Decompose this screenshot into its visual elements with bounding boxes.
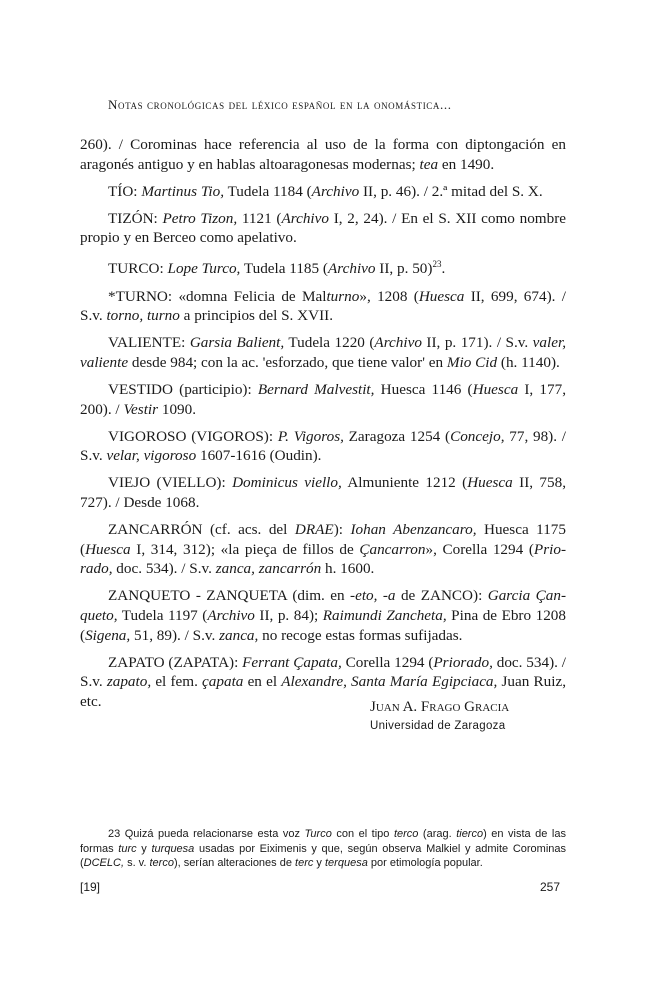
text-run: I, 2, 24). / En el S. XII como nombre propio y en Berceo como apelativo. xyxy=(80,209,566,247)
text-run: I, 177, 200). / xyxy=(80,381,566,418)
article-body xyxy=(80,135,566,719)
text-run: por etimología popular. xyxy=(367,857,483,870)
italic-run: turno xyxy=(326,287,360,305)
italic-run: Huesca xyxy=(85,540,131,558)
italic-run: Turco xyxy=(304,828,332,840)
text-run: con el tipo xyxy=(331,828,394,840)
text-run: Almuniente 1212 ( xyxy=(341,474,468,492)
running-head: Notas cronológicas del léxico español en la onomástica... xyxy=(108,97,452,112)
text-run: Tudela 1184 ( xyxy=(224,182,312,200)
signature-block xyxy=(370,698,570,736)
text-run: de ZANCO): xyxy=(395,587,488,605)
text-run: I, 314, 312); «la pieça de fillos de xyxy=(130,540,360,558)
italic-run: Huesca xyxy=(472,381,519,398)
text-run: (h. 1140). xyxy=(497,353,560,371)
italic-run: velar, vigoroso xyxy=(106,447,197,465)
text-run: ): xyxy=(333,521,351,539)
italic-run: tierco xyxy=(456,828,484,840)
italic-run: Dominicus viello, xyxy=(232,474,342,492)
footnote xyxy=(80,827,566,871)
author-affiliation: Universidad de Zaragoza xyxy=(370,720,506,732)
italic-run: Çancarron xyxy=(359,540,426,558)
text-run: VESTIDO (participio): xyxy=(108,381,258,398)
text-run: VALIENTE: xyxy=(108,334,190,352)
text-run: 23 Quizá pueda relacionarse esta voz xyxy=(108,828,305,840)
italic-run: Priorado, xyxy=(433,653,493,671)
paragraph xyxy=(80,380,566,419)
text-run: Corella 1294 ( xyxy=(341,653,434,671)
text-run: II, p. 50) xyxy=(375,260,433,278)
text-run: Huesca 1175 ( xyxy=(80,521,566,558)
italic-run: DRAE xyxy=(294,521,334,539)
text-run: a principios del S. XVII. xyxy=(179,307,333,325)
text-run: II, p. 46). / 2.ª mitad del S. X. xyxy=(359,182,543,200)
paragraph xyxy=(80,287,566,326)
text-run: Zaragoza 1254 ( xyxy=(343,427,451,445)
text-run: TÍO: xyxy=(108,182,142,200)
italic-run: valer, valiente xyxy=(80,334,566,371)
text-run: en 1490. xyxy=(438,155,495,173)
text-run: 1121 ( xyxy=(237,209,282,227)
text-run: VIGOROSO (VIGOROS): xyxy=(108,427,278,445)
text-run: », 1208 ( xyxy=(359,287,419,305)
text-run: ), serían alteraciones de xyxy=(173,857,296,870)
text-run: 77, 98). / S.v. xyxy=(80,427,566,465)
paragraph xyxy=(80,182,566,202)
text-run: Pina de Ebro 1208 ( xyxy=(80,606,566,644)
text-run: (arag. xyxy=(418,828,457,840)
text-run: Tudela 1220 ( xyxy=(284,334,375,352)
italic-run: Petro Tizon, xyxy=(162,209,238,227)
text-run: y xyxy=(313,857,325,870)
text-run: ZAPATO (ZAPATA): xyxy=(108,653,243,671)
italic-run: Archivo xyxy=(374,334,422,352)
text-run: 51, 89). / S.v. xyxy=(130,626,220,644)
italic-run: Archivo xyxy=(327,260,376,278)
italic-run: turquesa xyxy=(151,842,195,855)
page-number: 257 xyxy=(540,880,561,894)
text-run: II, 758, 727). / Desde 1068. xyxy=(80,474,566,511)
text-run: II, p. 84); xyxy=(254,606,323,624)
italic-run: DCELC, xyxy=(83,857,125,870)
text-run: el fem. xyxy=(151,673,203,691)
text-run: TIZÓN: xyxy=(108,209,163,227)
text-run: desde 984; con la ac. 'esforzado, que tiene valor' en xyxy=(128,353,447,371)
italic-run: P. Vigoros, xyxy=(277,427,344,445)
italic-run: zanca, zancarrón xyxy=(215,560,322,578)
folio-bracketed: [19] xyxy=(80,880,101,894)
text-run: ZANQUETO - ZANQUETA (dim. en xyxy=(108,587,351,605)
italic-run: terquesa xyxy=(325,857,368,870)
italic-run: Iohan Abenzancaro, xyxy=(350,521,477,539)
italic-run: Bernard Malvestit, xyxy=(257,381,375,398)
paragraph xyxy=(80,209,566,248)
italic-run: Priorado, xyxy=(80,540,566,578)
paragraph xyxy=(80,520,566,579)
text-run: *TURNO: «domna Felicia de Mal xyxy=(108,287,327,305)
italic-run: Ferrant Çapata, xyxy=(242,653,342,671)
italic-run: zapato, xyxy=(106,673,152,691)
author-name: Juan A. Frago Gracia xyxy=(370,699,510,715)
italic-run: zanca, xyxy=(219,626,259,644)
italic-run: Concejo, xyxy=(450,427,505,445)
italic-run: çapata xyxy=(202,673,244,691)
italic-run: torno, turno xyxy=(106,307,180,325)
italic-run: Huesca xyxy=(418,287,465,305)
paragraph xyxy=(80,255,566,279)
italic-run: Mio Cid xyxy=(446,353,498,371)
text-run: . xyxy=(441,260,446,278)
italic-run: terc xyxy=(295,857,314,870)
italic-run: Vestir xyxy=(123,400,159,418)
text-run: Juan Ruiz, etc. xyxy=(80,673,566,710)
text-run: 260). / Corominas hace referencia al uso de la forma con diptongación en aragonés antiguo y en hablas altoaragonesas modernas; xyxy=(80,136,566,173)
text-run: 1607-1616 (Oudin). xyxy=(196,447,322,465)
italic-run: Archivo xyxy=(281,209,329,227)
italic-run: Garcia Çanqueto, xyxy=(80,587,567,624)
text-run: no recoge estas formas sufijadas. xyxy=(258,626,463,644)
text-run: », Corella 1294 ( xyxy=(425,540,534,558)
italic-run: terco xyxy=(393,828,419,840)
text-run: doc. 534). / S.v. xyxy=(80,653,566,691)
text-run: s. v. xyxy=(124,857,150,870)
text-run: en el xyxy=(243,673,282,691)
text-run: Huesca 1146 ( xyxy=(374,381,473,398)
italic-run: Raimundi Zancheta, xyxy=(322,606,447,624)
text-run: VIEJO (VIELLO): xyxy=(108,474,233,492)
paragraph xyxy=(80,473,566,512)
italic-run: Sigena, xyxy=(85,626,131,644)
text-run: usadas por Eiximenis y que, según observa Malkiel y admite Corominas ( xyxy=(80,842,566,870)
footnote-text xyxy=(80,827,566,871)
text-run: ZANCARRÓN (cf. acs. del xyxy=(108,521,295,539)
italic-run: Lope Turco, xyxy=(167,260,241,278)
italic-run: Archivo xyxy=(207,606,255,624)
text-run: ) en vista de las formas xyxy=(80,828,566,855)
text-run: II, 699, 674). / S.v. xyxy=(80,287,566,325)
text-run: h. 1600. xyxy=(321,560,375,578)
italic-run: Archivo xyxy=(311,182,360,200)
paragraph xyxy=(80,586,566,645)
paragraph xyxy=(80,135,566,174)
italic-run: Alexandre, Santa María Egipciaca, xyxy=(281,673,498,691)
footnote-ref: 23 xyxy=(432,259,442,270)
italic-run: Garsia Balient, xyxy=(189,334,285,352)
text-run: 1090. xyxy=(158,400,197,418)
italic-run: Martinus Tio, xyxy=(141,182,225,200)
italic-run: terco xyxy=(149,857,174,870)
italic-run: turc xyxy=(118,842,137,855)
text-run: II, p. 171). / S.v. xyxy=(421,334,533,352)
italic-run: tea xyxy=(419,155,439,173)
text-run: Tudela 1185 ( xyxy=(240,260,328,278)
italic-run: -eto, -a xyxy=(350,587,396,605)
text-run: TURCO: xyxy=(108,260,168,278)
text-run: doc. 534). / S.v. xyxy=(112,560,216,578)
paragraph xyxy=(80,427,566,466)
text-run: y xyxy=(136,842,152,855)
text-run: Tudela 1197 ( xyxy=(117,606,208,624)
italic-run: Huesca xyxy=(467,474,513,492)
paragraph xyxy=(80,333,566,372)
